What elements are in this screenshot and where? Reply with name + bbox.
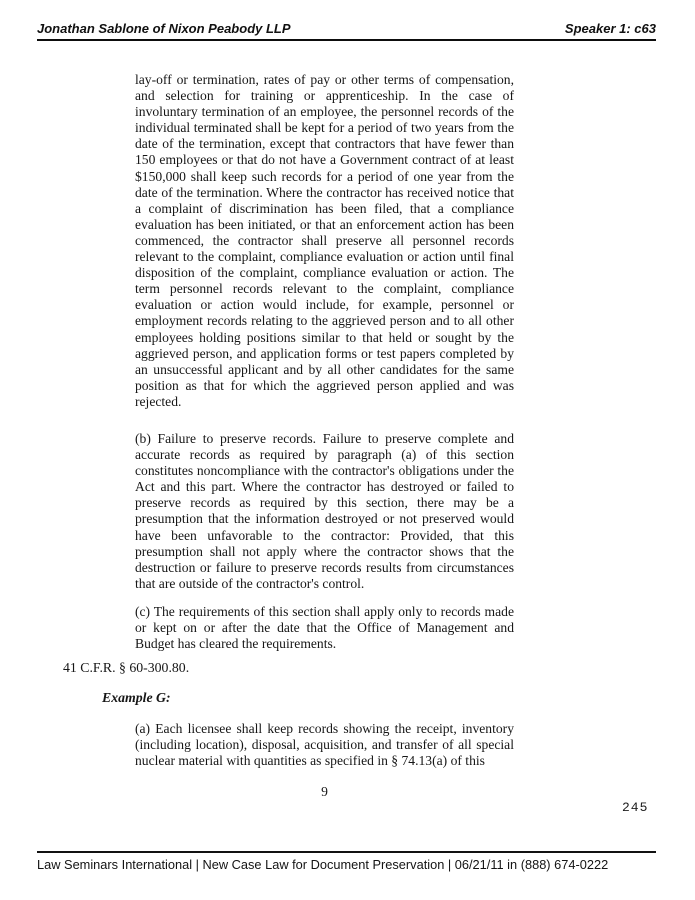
page-header bbox=[37, 21, 656, 41]
quote-paragraph-b: (b) Failure to preserve records. Failure to preserve complete and accurate records as required by paragraph (a) of this section constitutes noncompliance with the contractor's obligations under the Act and this part. Where the contractor has destroyed or failed to preserve records as required by this section, there may be a presumption that the information destroyed or not preserved would have been unfavorable to the contractor: Provided, that this presumption shall not apply where the contractor shows that the destruction or failure to preserve records results from circumstances that are outside of the contractor's control. bbox=[135, 430, 514, 591]
document-page-number: 9 bbox=[321, 784, 328, 799]
page-footer bbox=[37, 851, 656, 872]
example-paragraph-a: (a) Each licensee shall keep records showing the receipt, inventory (including location), disposal, acquisition, and transfer of all special nuclear material with quantities as specified in § 74.13(a) of this bbox=[135, 721, 514, 769]
transcript-page-number: 245 bbox=[622, 800, 649, 815]
header-speaker-name: Jonathan Sablone of Nixon Peabody LLP bbox=[37, 21, 291, 36]
quote-paragraph-a-continuation: lay-off or termination, rates of pay or other terms of compensation, and selection for training or apprenticeship. In the case of involuntary termination of an employee, the personnel records of the individual terminated shall be kept for a period of two years from the date of the termination, except that contractors that have fewer than 150 employees or that do not have a Government contract of at least $150,000 shall keep such records for a period of one year from the date of the termination. Where the contractor has received notice that a complaint of discrimination has been filed, that a compliance evaluation has been initiated, or that an enforcement action has been commenced, the contractor shall preserve all personnel records relevant to the complaint, compliance evaluation or action until final disposition of the complaint, compliance evaluation or action. The term personnel records relevant to the complaint, compliance evaluation or action would include, for example, personnel or employment records relating to the aggrieved person and to all other employees holding positions similar to that held or sought by the aggrieved person, and application forms or test papers completed by an unsuccessful applicant and by all other candidates for the same position as that for which the aggrieved person applied and was rejected. bbox=[135, 72, 514, 409]
example-heading: Example G: bbox=[102, 690, 171, 705]
legal-citation: 41 C.F.R. § 60-300.80. bbox=[63, 660, 190, 675]
quoted-regulation-block bbox=[135, 72, 514, 652]
quote-paragraph-c: (c) The requirements of this section shall apply only to records made or kept on or after the date that the Office of Management and Budget has cleared the requirements. bbox=[135, 603, 514, 652]
header-speaker-tag: Speaker 1: c63 bbox=[564, 21, 656, 36]
footer-text: Law Seminars International | New Case Law for Document Preservation | 06/21/11 in (888) 674-0222 bbox=[37, 857, 609, 872]
example-quote-block bbox=[135, 721, 514, 769]
